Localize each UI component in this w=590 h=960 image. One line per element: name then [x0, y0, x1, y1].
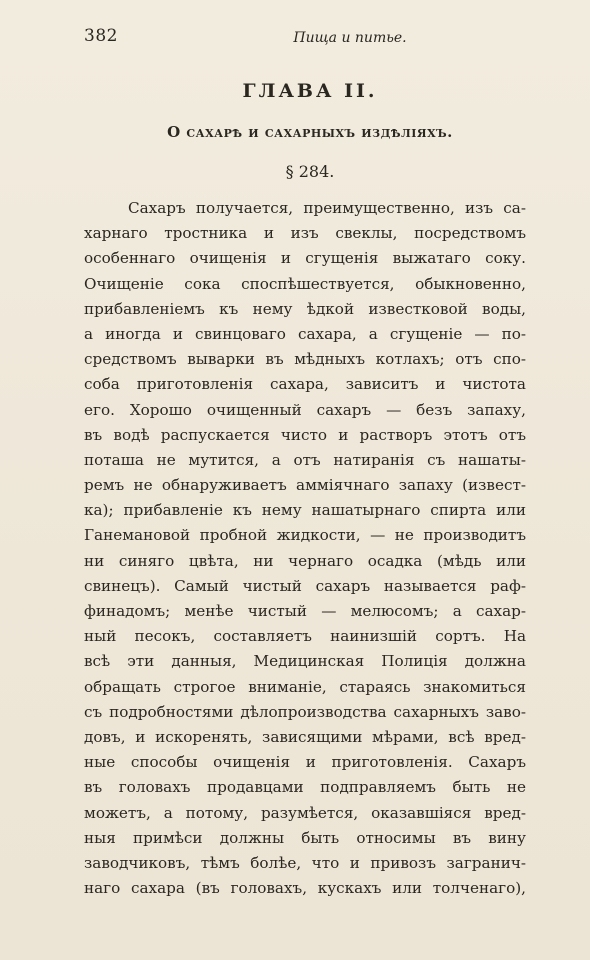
running-title: Пища и питье. — [293, 30, 407, 46]
text-line: ныя примѣси должны быть относимы въ вину — [84, 828, 526, 847]
text-line: ка); прибавленiе къ нему нашатырнаго спирта или — [84, 501, 526, 520]
text-line: Очищенiе сока споспѣшествуется, обыкновенно, — [84, 274, 526, 293]
text-line: финадомъ; менѣе чистый — мелюсомъ; а сахар- — [84, 602, 526, 620]
text-line: можетъ, а потому, разумѣется, оказавшiяся вред- — [84, 803, 526, 822]
text-line: наго сахара (въ головахъ, кускахъ или толченаго), — [84, 879, 526, 898]
text-line: его. Хорошо очищенный сахаръ — безъ запаху, — [84, 400, 526, 419]
chapter-subtitle: О сахарѣ и сахарныхъ издѣлiяхъ. — [167, 123, 453, 141]
text-line: харнаго тростника и изъ свеклы, посредствомъ — [84, 224, 526, 243]
text-line: обращать строгое вниманiе, стараясь знакомиться — [84, 677, 526, 696]
text-line: Сахаръ получается, преимущественно, изъ са- — [128, 199, 526, 217]
text-line: заводчиковъ, тѣмъ болѣе, что и привозъ загранич- — [84, 853, 526, 872]
running-head — [0, 30, 590, 46]
text-line: ремъ не обнаруживаетъ амміячнаго запаху (извест- — [84, 476, 526, 495]
text-line: ные способы очищенiя и приготовленiя. Сахаръ — [84, 753, 526, 772]
text-line: ный песокъ, составляетъ наинизшiй сортъ. На — [84, 627, 526, 646]
chapter-title: ГЛАВА II. — [242, 80, 378, 102]
text-line: свинецъ). Самый чистый сахаръ называется раф- — [84, 576, 526, 595]
text-line: съ подробностями дѣлопроизводства сахарныхъ заво- — [84, 702, 526, 721]
text-line: довъ, и искоренять, зависящими мѣрами, всѣ вред- — [84, 727, 526, 746]
text-line: средствомъ выварки въ мѣдныхъ котлахъ; отъ спо- — [84, 350, 526, 369]
body-text — [84, 196, 526, 901]
page-number: 382 — [84, 26, 118, 46]
text-line: а иногда и свинцоваго сахара, а сгущенiе — по- — [84, 324, 526, 343]
text-line: всѣ эти данныя, Медицинская Полицiя должна — [84, 652, 526, 671]
text-line: ни синяго цвѣта, ни чернаго осадка (мѣдь или — [84, 551, 526, 570]
text-line: поташа не мутится, а отъ натиранiя съ нашаты- — [84, 450, 526, 469]
text-line: особеннаго очищенiя и сгущенiя выжатаго соку. — [84, 249, 526, 268]
text-line: въ водѣ распускается чисто и растворъ этотъ отъ — [84, 425, 526, 444]
text-line: Ганемановой пробной жидкости, — не производитъ — [84, 526, 526, 545]
text-line: прибавленiемъ къ нему ѣдкой известковой воды, — [84, 299, 526, 318]
section-number: § 284. — [285, 162, 335, 181]
text-line: въ головахъ продавцами подправляемъ быть не — [84, 778, 526, 797]
text-line: соба приготовленiя сахара, зависитъ и чистота — [84, 375, 526, 394]
